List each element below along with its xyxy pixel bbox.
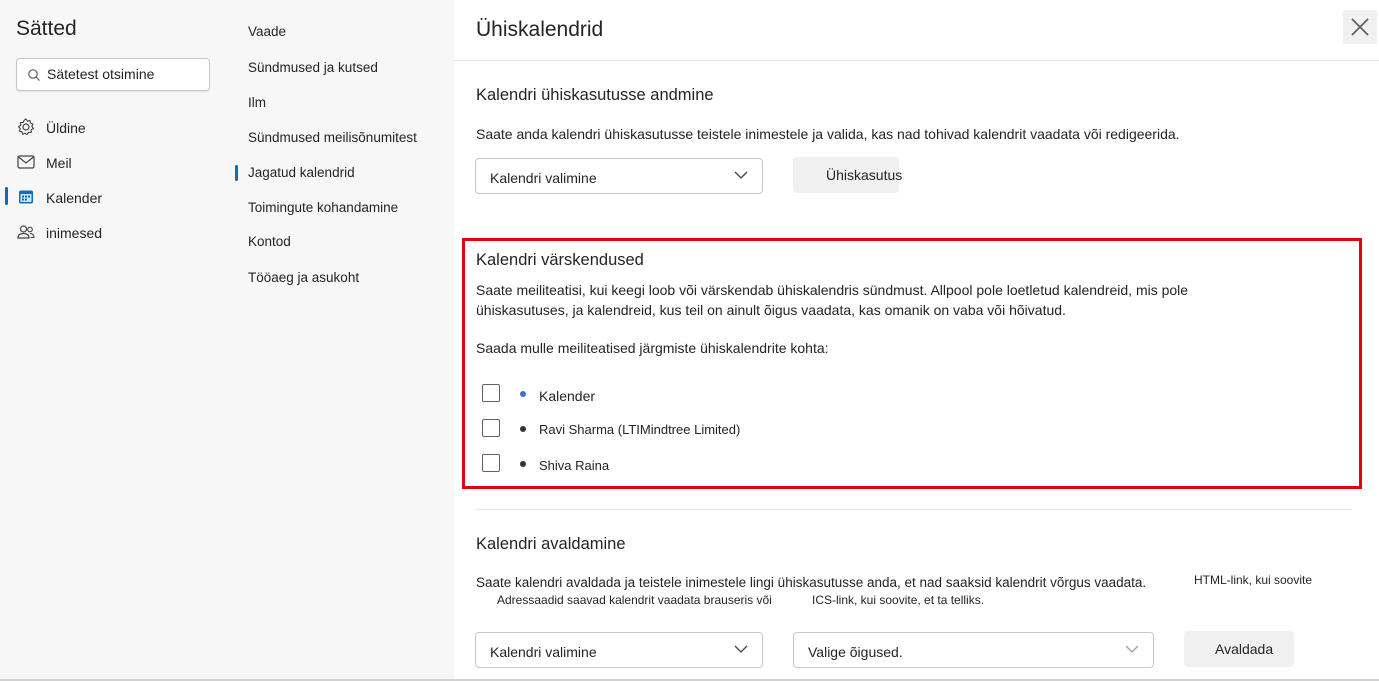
permissions-dropdown[interactable]	[793, 632, 1154, 668]
publish-description: Saate kalendri avaldada ja teistele inimestele lingi ühiskasutusse anda, et nad saaksid kalendrit võrgus vaadata.	[476, 575, 1147, 590]
shared-calendars-panel	[454, 0, 1379, 681]
calendar-checkbox[interactable]	[482, 384, 500, 402]
updates-description-line1: Saate meiliteatisi, kui keegi loob või värskendab ühiskalendris sündmust. Allpool pole loetletud kalendreid, mis pole	[476, 282, 1189, 298]
settings-title: Sätted	[16, 17, 77, 40]
nav-item-label: Kalender	[46, 190, 103, 206]
dropdown-value: Kalendri valimine	[490, 644, 597, 660]
mail-icon	[16, 152, 36, 172]
publish-calendar-dropdown[interactable]	[475, 632, 763, 668]
subnav-item-label: Sündmused ja kutsed	[248, 60, 378, 75]
subnav-item-weather[interactable]	[235, 88, 454, 116]
subnav-item-label: Sündmused meilisõnumitest	[248, 130, 417, 145]
subnav-item-label: Kontod	[248, 234, 291, 249]
subnav-item-shared-calendars[interactable]	[235, 158, 454, 186]
calendar-option-label: Shiva Raina	[539, 458, 610, 473]
settings-nav-pane	[0, 0, 235, 681]
subnav-item-label: Vaade	[248, 24, 287, 39]
nav-item-label: inimesed	[46, 225, 103, 241]
chevron-down-icon	[734, 644, 748, 654]
publish-ics-note: ICS-link, kui soovite, et ta telliks.	[812, 593, 985, 607]
chevron-down-icon	[1125, 644, 1139, 654]
nav-item-label: Üldine	[46, 120, 86, 136]
share-description: Saate anda kalendri ühiskasutusse teistele inimestele ja valida, kas nad tohivad kalendrit vaadata või redigeerida.	[476, 126, 1180, 142]
share-heading: Kalendri ühiskasutusse andmine	[476, 86, 714, 104]
chevron-down-icon	[734, 170, 748, 180]
header-divider	[454, 60, 1379, 61]
publish-button[interactable]	[1184, 631, 1294, 667]
subnav-item-label: Jagatud kalendrid	[248, 165, 355, 180]
calendar-updates-highlight	[462, 238, 1362, 489]
settings-search-input[interactable]	[47, 66, 197, 82]
calendar-checkbox[interactable]	[482, 454, 500, 472]
search-icon	[27, 68, 41, 82]
calendar-color-dot	[520, 461, 526, 467]
subnav-item-accounts[interactable]	[235, 227, 454, 255]
section-divider	[476, 509, 1352, 510]
subnav-item-events-from-email[interactable]	[235, 123, 454, 151]
nav-item-label: Meil	[46, 155, 72, 171]
nav-item-general[interactable]	[0, 111, 235, 141]
nav-item-calendar[interactable]	[0, 181, 235, 211]
share-button-label: Ühiskasutus	[826, 167, 903, 183]
share-button[interactable]	[793, 157, 903, 193]
calendar-icon	[16, 187, 36, 207]
dropdown-value: Valige õigused.	[808, 644, 903, 660]
share-calendar-dropdown[interactable]	[475, 158, 763, 194]
calendar-option-row[interactable]	[482, 419, 882, 443]
subnav-item-label: Tööaeg ja asukoht	[248, 270, 360, 285]
publish-button-label: Avaldada	[1215, 641, 1274, 657]
gear-icon	[16, 117, 36, 137]
updates-description-line2: ühiskasutuses, ja kalendreid, kus teil on ainult õigus vaadata, kas omanik on vaba või hõivatud.	[476, 302, 1066, 318]
publish-html-note: HTML-link, kui soovite	[1194, 573, 1313, 587]
nav-item-mail[interactable]	[0, 146, 235, 176]
calendar-color-dot	[520, 426, 526, 432]
subnav-item-work-hours[interactable]	[235, 263, 454, 291]
calendar-settings-subnav	[235, 0, 454, 681]
dropdown-value: Kalendri valimine	[490, 170, 597, 186]
close-icon	[1351, 18, 1369, 36]
publish-heading: Kalendri avaldamine	[476, 535, 626, 553]
page-title: Ühiskalendrid	[476, 18, 604, 41]
people-icon	[16, 222, 36, 242]
calendar-option-label: Kalender	[539, 388, 596, 404]
publish-description-line2: Adressaadid saavad kalendrit vaadata brauseris või	[497, 593, 772, 607]
subnav-item-view[interactable]	[235, 17, 454, 45]
subnav-item-customize-actions[interactable]	[235, 193, 454, 221]
updates-heading: Kalendri värskendused	[476, 251, 644, 269]
settings-search-box[interactable]	[16, 58, 210, 91]
subnav-item-label: Ilm	[248, 95, 266, 110]
nav-item-people[interactable]	[0, 216, 235, 246]
calendar-checkbox[interactable]	[482, 419, 500, 437]
subnav-item-events-invitations[interactable]	[235, 53, 454, 81]
updates-prompt: Saada mulle meiliteatised järgmiste ühiskalendrite kohta:	[476, 340, 829, 356]
calendar-option-row[interactable]	[482, 384, 882, 408]
calendar-option-label: Ravi Sharma (LTIMindtree Limited)	[539, 422, 741, 437]
close-button[interactable]	[1343, 10, 1377, 44]
calendar-color-dot	[520, 391, 526, 397]
calendar-option-row[interactable]	[482, 454, 882, 478]
subnav-item-label: Toimingute kohandamine	[248, 200, 399, 215]
